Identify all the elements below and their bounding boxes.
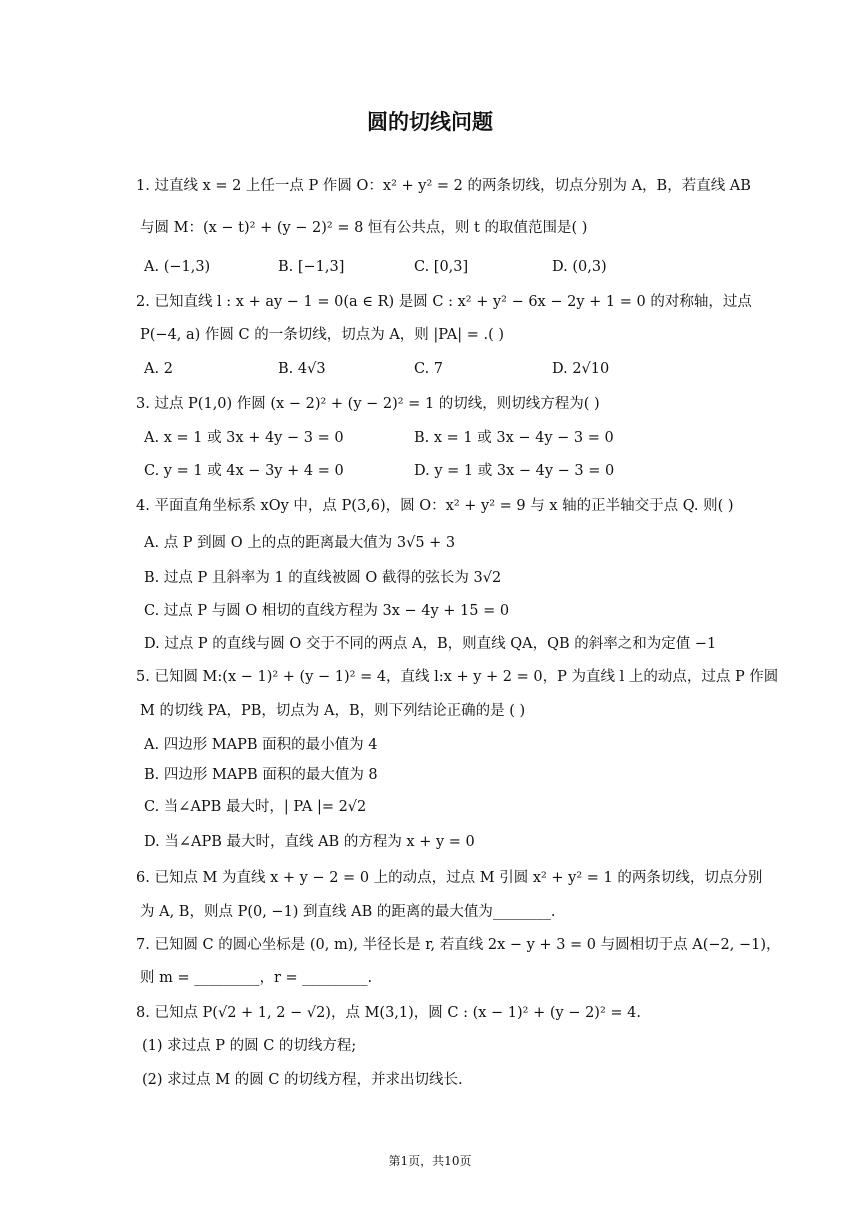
- question-1-line-2: 与圆 M：(x − t)² + (y − 2)² = 8 恒有公共点，则 t 的取值范围是( ): [140, 220, 588, 236]
- question-3-option-a: A. x = 1 或 3x + 4y − 3 = 0: [144, 430, 344, 446]
- question-4-option-b: B. 过点 P 且斜率为 1 的直线被圆 O 截得的弦长为 3√2: [144, 570, 502, 586]
- question-8-line-1: 8. 已知点 P(√2 + 1, 2 − √2)，点 M(3,1)，圆 C : (x − 1)² + (y − 2)² = 4.: [136, 1005, 641, 1021]
- question-5-option-a: A. 四边形 MAPB 面积的最小值为 4: [144, 737, 378, 753]
- question-5-option-b: B. 四边形 MAPB 面积的最大值为 8: [144, 767, 378, 783]
- question-7-line-2: 则 m = _________，r = _________.: [140, 970, 373, 986]
- question-2-option-b: B. 4√3: [278, 361, 326, 377]
- question-2-option-a: A. 2: [144, 361, 173, 377]
- question-6-line-2: 为 A, B，则点 P(0, −1) 到直线 AB 的距离的最大值为________.: [140, 904, 556, 920]
- question-2-line-2: P(−4, a) 作圆 C 的一条切线，切点为 A，则 |PA| = .( ): [140, 327, 504, 343]
- question-5-line-1: 5. 已知圆 M:(x − 1)² + (y − 1)² = 4，直线 l:x + y + 2 = 0，P 为直线 l 上的动点，过点 P 作圆: [136, 669, 779, 685]
- question-1-option-c: C. [0,3]: [414, 259, 469, 275]
- question-5-option-d: D. 当∠APB 最大时，直线 AB 的方程为 x + y = 0: [144, 834, 475, 850]
- question-3-line-1: 3. 过点 P(1,0) 作圆 (x − 2)² + (y − 2)² = 1 的切线，则切线方程为( ): [136, 396, 600, 412]
- question-5-line-2: M 的切线 PA，PB，切点为 A，B，则下列结论正确的是 ( ): [140, 703, 526, 719]
- question-6-line-1: 6. 已知点 M 为直线 x + y − 2 = 0 上的动点，过点 M 引圆 x² + y² = 1 的两条切线，切点分别: [136, 870, 763, 886]
- question-4-line-1: 4. 平面直角坐标系 xOy 中，点 P(3,6)，圆 O：x² + y² = 9 与 x 轴的正半轴交于点 Q. 则( ): [136, 498, 734, 514]
- question-7-line-1: 7. 已知圆 C 的圆心坐标是 (0, m), 半径长是 r, 若直线 2x − y + 3 = 0 与圆相切于点 A(−2, −1)，: [136, 937, 781, 953]
- page-title: 圆的切线问题: [367, 110, 493, 134]
- question-4-option-d: D. 过点 P 的直线与圆 O 交于不同的两点 A，B，则直线 QA，QB 的斜率之和为定值 −1: [144, 636, 717, 652]
- question-1-option-d: D. (0,3): [552, 259, 607, 275]
- page-footer: 第1页，共10页: [388, 1154, 472, 1168]
- question-4-option-a: A. 点 P 到圆 O 上的点的距离最大值为 3√5 + 3: [144, 535, 456, 551]
- question-2-line-1: 2. 已知直线 l : x + ay − 1 = 0(a ∈ R) 是圆 C : x² + y² − 6x − 2y + 1 = 0 的对称轴，过点: [136, 294, 752, 310]
- question-2-option-c: C. 7: [414, 361, 444, 377]
- question-5-option-c: C. 当∠APB 最大时，| PA |= 2√2: [144, 799, 367, 815]
- question-8-part-1: (1) 求过点 P 的圆 C 的切线方程;: [142, 1038, 357, 1054]
- question-2-option-d: D. 2√10: [552, 361, 610, 377]
- question-3-option-d: D. y = 1 或 3x − 4y − 3 = 0: [414, 463, 615, 479]
- question-1-option-b: B. [−1,3]: [278, 259, 345, 275]
- question-1-option-a: A. (−1,3): [144, 259, 211, 275]
- question-3-option-b: B. x = 1 或 3x − 4y − 3 = 0: [414, 430, 614, 446]
- question-3-option-c: C. y = 1 或 4x − 3y + 4 = 0: [144, 463, 344, 479]
- question-4-option-c: C. 过点 P 与圆 O 相切的直线方程为 3x − 4y + 15 = 0: [144, 603, 510, 619]
- question-1-line-1: 1. 过直线 x = 2 上任一点 P 作圆 O：x² + y² = 2 的两条切线，切点分别为 A，B，若直线 AB: [136, 178, 751, 194]
- question-8-part-2: (2) 求过点 M 的圆 C 的切线方程，并求出切线长.: [142, 1072, 463, 1088]
